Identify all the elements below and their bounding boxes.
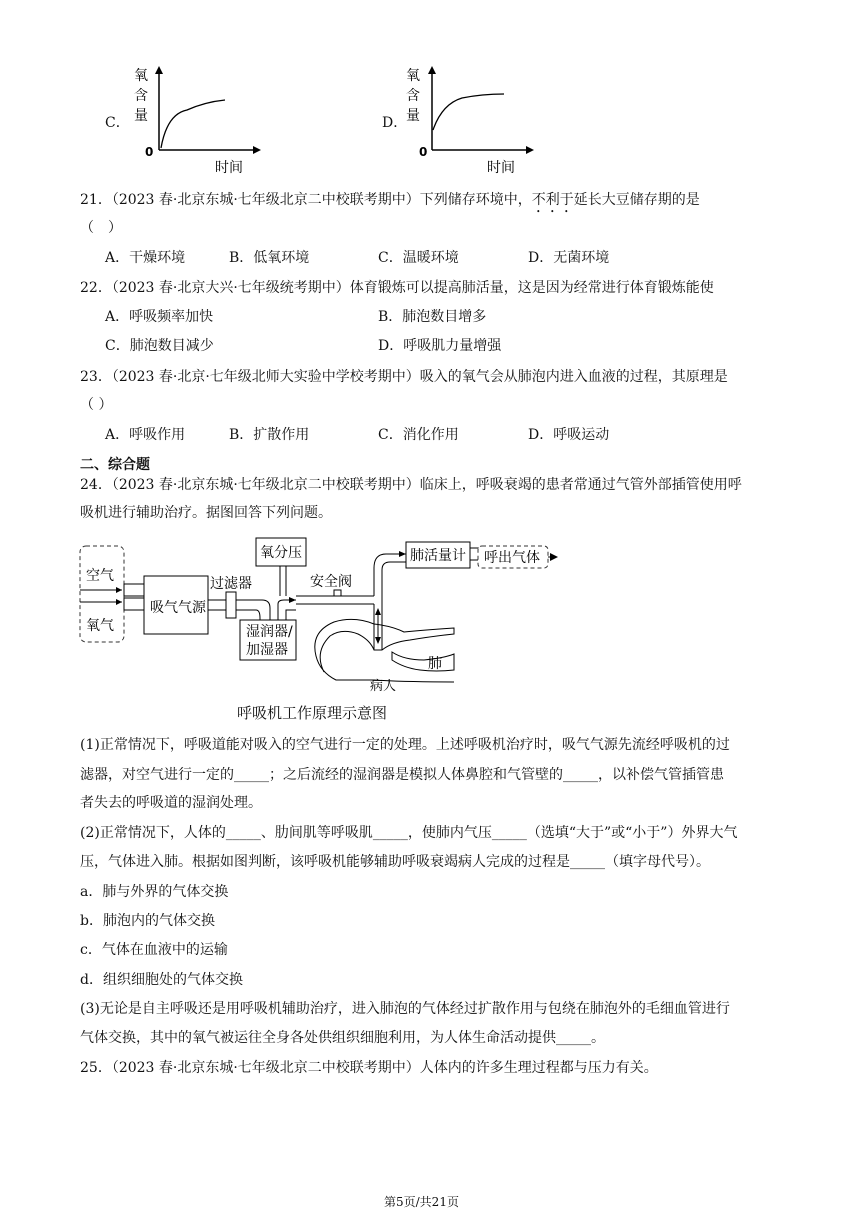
q24-part1-line-3: 者失去的呼吸道的湿润处理。: [80, 795, 262, 811]
patient-outline: [315, 619, 454, 682]
origin-c: 0: [145, 145, 154, 159]
q24-part1-line-2: 滤器，对空气进行一定的_____；之后流经的湿润器是模拟人体鼻腔和气管壁的_____，以补偿气管插管患: [80, 767, 724, 783]
air-arrow: [116, 587, 122, 593]
lung-label: 肺: [428, 656, 442, 672]
humidifier-label-2: 加湿器: [246, 642, 288, 658]
diagram-caption: 呼吸机工作原理示意图: [237, 704, 388, 722]
air-label: 空气: [86, 568, 114, 584]
q21-option-d: D．无菌环境: [528, 250, 610, 266]
flow-arrow-1: [289, 597, 296, 603]
lung-outline: [392, 652, 454, 671]
humid-pipe-in: [256, 600, 270, 620]
humidifier-label-1: 湿润器/: [246, 624, 293, 640]
q21-stem-emph: 不利于: [531, 192, 574, 208]
q21-stem-a: 21．（2023 春·北京东城·七年级北京二中校联考期中）下列储存环境中，: [80, 192, 532, 208]
patient-label: 病人: [370, 679, 397, 692]
q24-stem-line-2: 吸机进行辅助治疗。据图回答下列问题。: [80, 505, 332, 521]
q24-choice-b: b．肺泡内的气体交换: [80, 913, 215, 929]
y-arrow-d: [428, 66, 436, 74]
page-footer: 第5页/共21页: [384, 1195, 459, 1209]
x-arrow-d: [526, 146, 534, 154]
q23-option-c: C．消化作用: [378, 427, 459, 443]
source-label: 吸气气源: [150, 600, 206, 616]
q24-choice-d: d．组织细胞处的气体交换: [80, 972, 243, 988]
q21-option-a: A．干燥环境: [105, 250, 186, 266]
q24-part3-line-2: 气体交换，其中的氧气被运往全身各处供组织细胞利用，为人体生命活动提供_____。: [80, 1030, 605, 1046]
safety-valve-label: 安全阀: [310, 574, 352, 590]
q22-option-d: D．呼吸肌力量增强: [378, 338, 502, 354]
x-axis-label-d: 时间: [487, 160, 515, 176]
q21-option-c: C．温暖环境: [378, 250, 459, 266]
q24-part3-line-1: (3)无论是自主呼吸还是用呼吸机辅助治疗，进入肺泡的气体经过扩散作用与包绕在肺泡外的毛细血管进行: [80, 1001, 730, 1017]
oxygen-arrow: [116, 599, 122, 605]
y-axis-label-c-2: 含: [134, 88, 148, 104]
y-axis-label-c-3: 量: [134, 108, 148, 124]
spirometer-label: 肺活量计: [410, 548, 466, 564]
q22-option-b: B．肺泡数目增多: [378, 309, 487, 325]
q21-option-b: B．低氧环境: [229, 250, 310, 266]
y-axis-label-d-2: 含: [406, 88, 420, 104]
q25-stem: 25．（2023 春·北京东城·七年级北京二中校联考期中）人体内的许多生理过程都与压力有关。: [80, 1060, 658, 1076]
q23-option-d: D．呼吸运动: [528, 427, 610, 443]
q23-stem: 23．（2023 春·北京·七年级北师大实验中学校考期中）吸入的氧气会从肺泡内进入血液的过程，其原理是: [80, 369, 728, 385]
oxygen-stub: [124, 598, 144, 610]
ventilator-diagram: [74, 532, 564, 692]
q23-paren: （ ）: [80, 397, 113, 413]
q22-option-c: C．肺泡数目减少: [105, 338, 214, 354]
x-arrow-c: [253, 146, 261, 154]
oxygen-pressure-label: 氧分压: [260, 545, 302, 561]
filter-box: [226, 592, 236, 618]
oxygen-label: 氧气: [86, 618, 114, 634]
option-c-label: C．: [105, 115, 130, 131]
q21-stem-b: 延长大豆储存期的是: [573, 192, 700, 208]
q24-stem-line-1: 24．（2023 春·北京东城·七年级北京二中校联考期中）临床上，呼吸衰竭的患者常通过气管外部插管使用呼: [80, 477, 742, 493]
q21-stem: [80, 189, 700, 216]
flow-arrow-2: [399, 551, 406, 557]
y-axis-label-d-1: 氧: [406, 68, 420, 84]
q22-stem: 22．（2023 春·北京大兴·七年级统考期中）体育锻炼可以提高肺活量，这是因为经常进行体育锻炼能使: [80, 280, 714, 296]
option-d-graph: [402, 64, 542, 176]
q23-option-a: A．呼吸作用: [105, 427, 186, 443]
curve-c: [161, 100, 225, 148]
exhaled-label: 呼出气体: [484, 550, 540, 566]
q24-choice-a: a．肺与外界的气体交换: [80, 884, 229, 900]
y-axis-label-d-3: 量: [406, 108, 420, 124]
q24-choice-c: c．气体在血液中的运输: [80, 942, 228, 958]
x-axis-label-c: 时间: [215, 160, 243, 176]
tube-top: [374, 554, 406, 604]
option-c-graph: [125, 64, 265, 176]
safety-valve-box: [334, 590, 341, 596]
double-arrow-up: [375, 608, 381, 615]
q23-option-b: B．扩散作用: [229, 427, 310, 443]
section-title: 二、综合题: [80, 457, 150, 473]
q22-option-a: A．呼吸频率加快: [105, 309, 214, 325]
y-axis-label-c-1: 氧: [134, 68, 148, 84]
q24-part2-line-2: 压，气体进入肺。根据如图判断，该呼吸机能够辅助呼吸衰竭病人完成的过程是_____（填字母代号）。: [80, 854, 710, 870]
air-stub: [124, 584, 144, 596]
filter-label: 过滤器: [210, 576, 252, 592]
q21-paren: （ ）: [80, 220, 122, 236]
q24-part2-line-1: (2)正常情况下，人体的_____、肋间肌等呼吸肌_____，使肺内气压_____（选填“大于”或“小于”）外界大气: [80, 825, 738, 841]
q24-part1-line-1: (1)正常情况下，呼吸道能对吸入的空气进行一定的处理。上述呼吸机治疗时，吸气气源先流经呼吸机的过: [80, 737, 730, 753]
y-arrow-c: [155, 66, 163, 74]
option-d-label: D．: [382, 115, 408, 131]
origin-d: 0: [419, 145, 428, 159]
humid-pipe-out: [278, 600, 296, 620]
double-arrow-down: [375, 637, 381, 644]
curve-d: [433, 94, 504, 130]
